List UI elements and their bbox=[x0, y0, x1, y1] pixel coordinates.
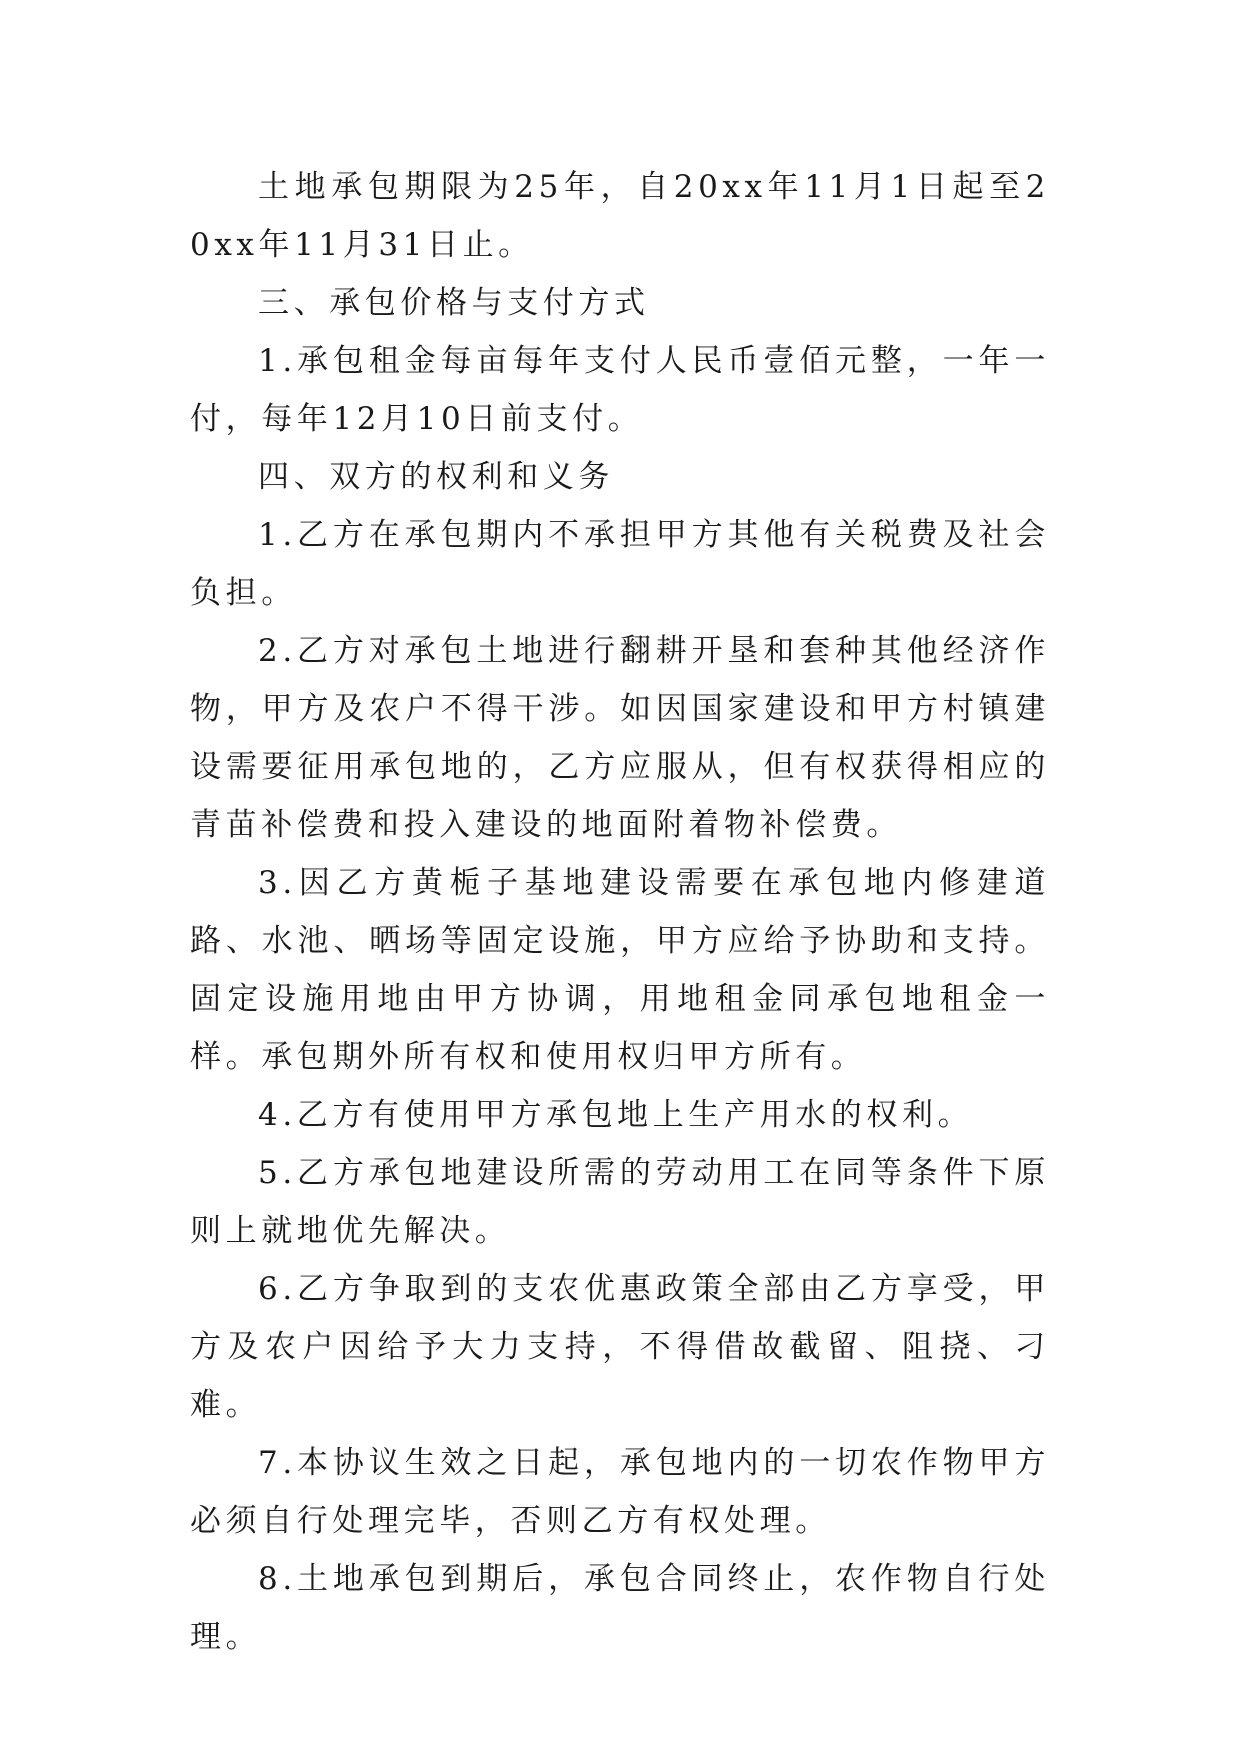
section-heading-price-payment: 三、承包价格与支付方式 bbox=[258, 285, 650, 321]
section-heading-rights-obligations: 四、双方的权利和义务 bbox=[258, 459, 614, 495]
clause-8: 8.土地承包到期后，承包合同终止，农作物自行处理。 bbox=[190, 1561, 1050, 1655]
paragraph-rent-payment: 1.承包租金每亩每年支付人民币壹佰元整，一年一付，每年12月10日前支付。 bbox=[190, 343, 1050, 437]
paragraph-lease-term: 土地承包期限为25年，自20xx年11月1日起至20xx年11月31日止。 bbox=[190, 169, 1050, 263]
document-body bbox=[190, 158, 1050, 1666]
clause-7: 7.本协议生效之日起，承包地内的一切农作物甲方必须自行处理完毕，否则乙方有权处理。 bbox=[190, 1445, 1050, 1539]
clause-6: 6.乙方争取到的支农优惠政策全部由乙方享受，甲方及农户因给予大力支持，不得借故截留、阻挠、刁难。 bbox=[190, 1271, 1050, 1423]
clause-1: 1.乙方在承包期内不承担甲方其他有关税费及社会负担。 bbox=[190, 517, 1050, 611]
clause-2: 2.乙方对承包土地进行翻耕开垦和套种其他经济作物，甲方及农户不得干涉。如因国家建设和甲方村镇建设需要征用承包地的，乙方应服从，但有权获得相应的青苗补偿费和投入建设的地面附着物补偿费。 bbox=[190, 633, 1050, 843]
clause-5: 5.乙方承包地建设所需的劳动用工在同等条件下原则上就地优先解决。 bbox=[190, 1155, 1050, 1249]
clause-4: 4.乙方有使用甲方承包地上生产用水的权利。 bbox=[258, 1097, 974, 1133]
clause-3: 3.因乙方黄栀子基地建设需要在承包地内修建道路、水池、晒场等固定设施，甲方应给予协助和支持。固定设施用地由甲方协调，用地租金同承包地租金一样。承包期外所有权和使用权归甲方所有。 bbox=[190, 865, 1050, 1075]
